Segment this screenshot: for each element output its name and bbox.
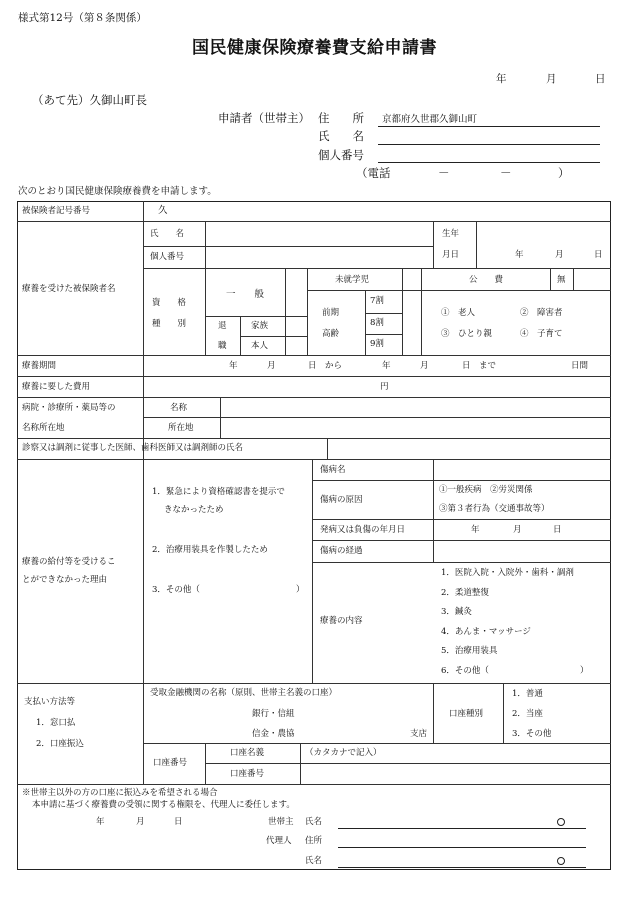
progress-label: 傷病の経過 (320, 546, 363, 556)
disease-cause-label: 傷病の原因 (320, 495, 363, 505)
phone-label: （電話 (356, 166, 391, 180)
period-label: 療養期間 (22, 361, 57, 371)
content-1[interactable]: 1．医院入院・入院外・歯科・調剤 (441, 568, 574, 578)
birth-day: 日 (594, 250, 603, 260)
hospital-address-label: 所在地 (168, 423, 194, 433)
qual-label-2: 種 別 (152, 319, 187, 329)
reason-2[interactable]: 2．治療用装具を作製したため (152, 545, 268, 555)
reason-label-2: とができなかった理由 (22, 575, 108, 585)
zenki-1: 前期 (322, 308, 340, 318)
period-day-1: 日 から (308, 361, 343, 371)
wari-8: 8割 (370, 318, 384, 328)
pay-1[interactable]: 1．窓口払 (36, 718, 76, 728)
hospital-label-1: 病院・診療所・薬局等の (22, 403, 116, 413)
account-type-2[interactable]: 2．当座 (512, 709, 543, 719)
account-type-1[interactable]: 1．普通 (512, 689, 543, 699)
content-label: 療養の内容 (320, 616, 363, 626)
onset-label: 発病又は負傷の年月日 (320, 525, 406, 535)
reason-1b: きなかったため (164, 505, 224, 515)
content-3[interactable]: 3．鍼灸 (441, 607, 472, 617)
delegate-note-2: 本申請に基づく療養費の受領に関する権限を、代理人に委任します。 (32, 800, 295, 810)
account-type-label: 口座種別 (449, 709, 484, 719)
doctor-label: 診察又は調剤に従事した医師、歯科医師又は調剤師の氏名 (22, 443, 244, 453)
onset-year: 年 (471, 525, 480, 535)
date-day: 日 (595, 73, 606, 85)
head-label: 世帯主 (268, 817, 294, 827)
page-title: 国民健康保険療養費支給申請書 (192, 38, 437, 58)
date-month: 月 (546, 73, 557, 85)
qual-label-1: 資 格 (152, 298, 187, 308)
period-month-1: 月 (267, 361, 276, 371)
birth-year: 年 (515, 250, 524, 260)
period-month-2: 月 (420, 361, 429, 371)
bank-type-2[interactable]: 信金・農協 (252, 729, 295, 739)
account-number-label-2: 口座番号 (230, 769, 265, 779)
onset-month: 月 (513, 525, 522, 535)
applicant-label: 申請者（世帯主） (218, 111, 310, 125)
reason-label-1: 療養の給付等を受けるこ (22, 557, 116, 567)
address-line (378, 126, 600, 127)
cost-unit: 円 (380, 382, 389, 392)
content-6[interactable]: 6．その他（ (441, 666, 489, 676)
date-year: 年 (496, 73, 507, 85)
taishoku-2: 職 (218, 341, 227, 351)
birth-label-2: 月日 (442, 250, 460, 260)
name-label: 氏 名 (318, 129, 364, 143)
agent-name-line[interactable] (338, 867, 586, 868)
agent-name-label: 氏名 (305, 856, 323, 866)
phone-dash-1: － (438, 166, 450, 180)
account-holder-note: （カタカナで記入） (305, 748, 382, 758)
mishugaku: 未就学児 (335, 275, 370, 285)
kazoku: 家族 (251, 321, 269, 331)
wari-9: 9割 (370, 339, 384, 349)
birth-month: 月 (555, 250, 564, 260)
content-4[interactable]: 4．あんま・マッサージ (441, 627, 531, 637)
agent-label: 代理人 (266, 836, 292, 846)
cause-1[interactable]: ①一般疾病 ②労災関係 (439, 485, 533, 495)
category-4: ④ 子育て (520, 329, 563, 339)
agent-address-line[interactable] (338, 847, 586, 848)
content-6-close: ） (580, 666, 589, 676)
category-2: ② 障害者 (520, 308, 563, 318)
insured-number-label: 被保険者記号番号 (22, 206, 91, 216)
period-year-1: 年 (229, 361, 238, 371)
zenki-2: 高齢 (322, 329, 340, 339)
account-number-label: 口座番号 (153, 758, 188, 768)
patient-name-label: 氏 名 (150, 229, 185, 239)
address-label: 住 所 (318, 111, 364, 125)
phone-dash-2: － (500, 166, 512, 180)
kouhi-none: 無 (557, 275, 566, 285)
honnin: 本人 (251, 341, 269, 351)
intro-text: 次のとおり国民健康保険療養費を申請します。 (18, 186, 217, 197)
address-value[interactable]: 京都府久世郡久御山町 (382, 114, 478, 125)
reason-3[interactable]: 3．その他（ (152, 585, 200, 595)
category-1: ① 老人 (441, 308, 476, 318)
delegate-year: 年 (96, 817, 105, 827)
cause-2[interactable]: ③第３者行為（交通事故等） (439, 504, 550, 514)
category-3: ③ ひとり親 (441, 329, 493, 339)
hospital-name-label: 名称 (170, 403, 188, 413)
account-type-3[interactable]: 3．その他 (512, 729, 552, 739)
insured-number-prefix[interactable]: 久 (158, 205, 168, 216)
addressee: （あて先）久御山町長 (32, 93, 147, 107)
bank-type-1[interactable]: 銀行・信組 (252, 709, 295, 719)
content-5[interactable]: 5．治療用装具 (441, 646, 498, 656)
hospital-label-2: 名称所在地 (22, 423, 65, 433)
delegate-month: 月 (136, 817, 145, 827)
name-line[interactable] (378, 144, 600, 145)
taishoku-1: 退 (218, 321, 227, 331)
seal-icon (557, 857, 565, 865)
pay-label: 支払い方法等 (24, 697, 76, 707)
bank-label: 受取金融機関の名称（原則、世帯主名義の口座） (150, 688, 338, 698)
period-day-2: 日 まで (462, 361, 497, 371)
head-name-line[interactable] (338, 828, 586, 829)
pay-2[interactable]: 2．口座振込 (36, 739, 84, 749)
patient-mynumber-label: 個人番号 (150, 252, 185, 262)
form-number: 様式第12号（第８条関係） (18, 12, 147, 24)
patient-label: 療養を受けた被保険者名 (22, 284, 116, 294)
disease-name-label: 傷病名 (320, 465, 346, 475)
mynumber-label: 個人番号 (318, 148, 364, 162)
reason-3-close: ） (296, 585, 305, 595)
application-table (17, 201, 611, 870)
content-2[interactable]: 2．柔道整復 (441, 588, 489, 598)
birth-label: 生年 (442, 229, 460, 239)
delegate-day: 日 (174, 817, 183, 827)
account-holder-label: 口座名義 (230, 748, 265, 758)
onset-day: 日 (553, 525, 562, 535)
agent-address-label: 住所 (305, 836, 323, 846)
ippan: 一 般 (226, 289, 265, 300)
period-days: 日間 (571, 361, 589, 371)
phone-close: ） (558, 166, 570, 180)
mynumber-line[interactable] (378, 162, 600, 163)
wari-7: 7割 (370, 296, 384, 306)
head-name-label: 氏名 (305, 817, 323, 827)
reason-1a[interactable]: 1．緊急により資格確認書を提示で (152, 487, 285, 497)
period-year-2: 年 (382, 361, 391, 371)
branch-label: 支店 (410, 729, 428, 739)
cost-label: 療養に要した費用 (22, 382, 91, 392)
seal-icon (557, 818, 565, 826)
kouhi: 公 費 (469, 275, 504, 285)
delegate-note-1: ※世帯主以外の方の口座に振込みを希望される場合 (22, 788, 218, 798)
